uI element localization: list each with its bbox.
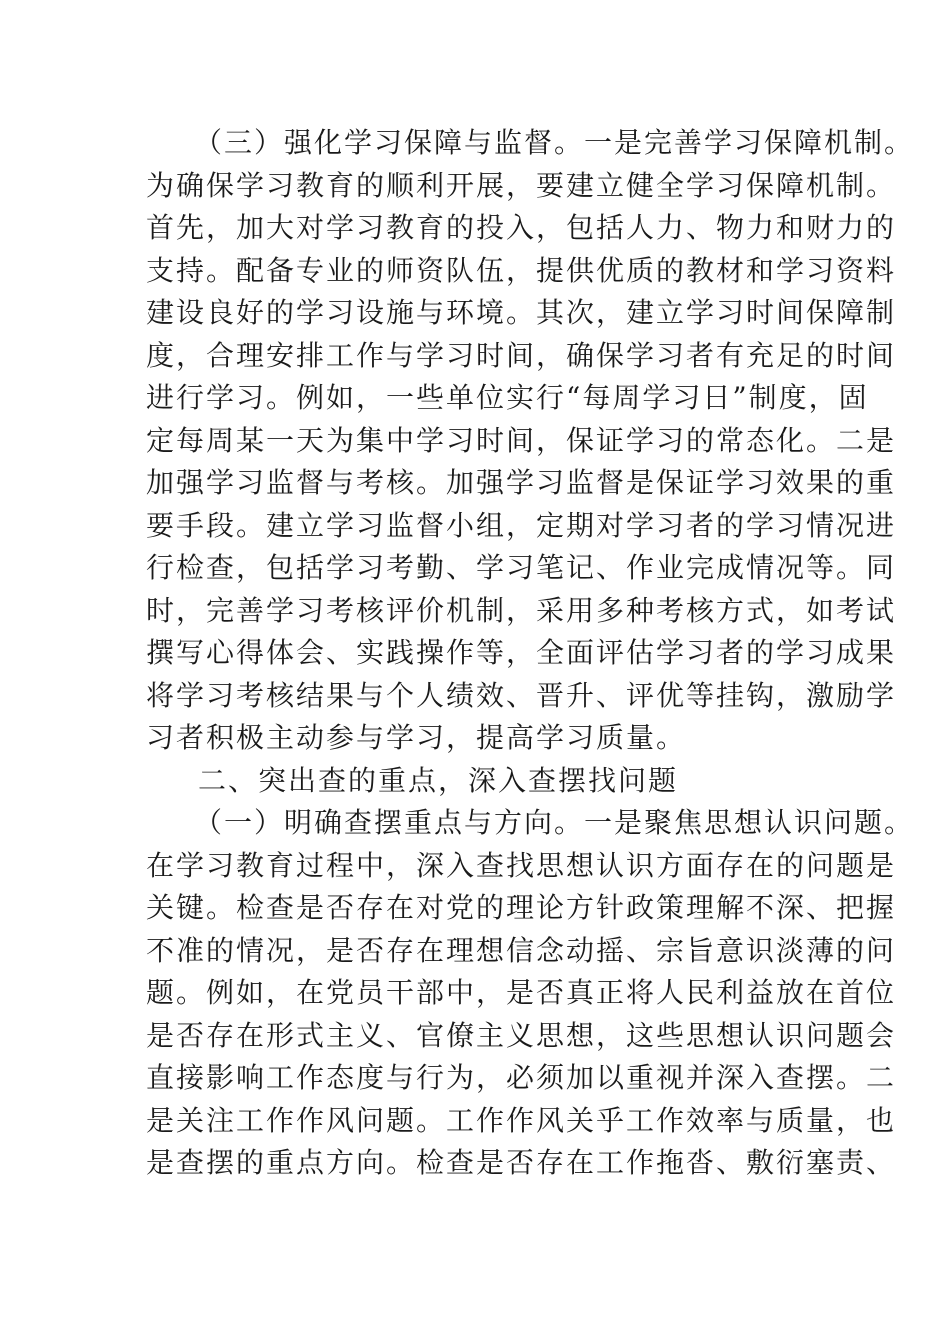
paragraph-4-line-5: 题。例如，在党员干部中，是否真正将人民利益放在首位 [146,976,897,1009]
paragraph-3-line-7: 进行学习。例如，一些单位实行“每周学习日”制度，固 [146,381,869,414]
paragraph-3-line-9: 加强学习监督与考核。加强学习监督是保证学习效果的重 [146,466,897,499]
paragraph-4-line-6: 是否存在形式主义、官僚主义思想，这些思想认识问题会 [146,1018,897,1052]
paragraph-4-line-2: 在学习教育过程中，深入查找思想认识方面存在的问题是 [146,848,897,882]
paragraph-4-line-7: 直接影响工作态度与行为，必须加以重视并深入查摆。二 [146,1061,897,1094]
paragraph-3-line-3: 首先，加大对学习教育的投入，包括人力、物力和财力的 [146,211,897,244]
paragraph-3-line-5: 建设良好的学习设施与环境。其次，建立学习时间保障制 [146,296,897,329]
paragraph-4-line-8: 是关注工作作风问题。工作作风关乎工作效率与质量，也 [146,1103,897,1137]
paragraph-4-line-9: 是查摆的重点方向。检查是否存在工作拖沓、敷衍塞责、 [146,1146,897,1179]
body-text [146,122,915,1185]
paragraph-3-line-2: 为确保学习教育的顺利开展，要建立健全学习保障机制。 [146,168,897,202]
paragraph-3-line-14: 将学习考核结果与个人绩效、晋升、评优等挂钩，激励学 [146,678,897,712]
paragraph-3-line-13: 撰写心得体会、实践操作等，全面评估学习者的学习成果 [146,636,897,669]
paragraph-3-line-11: 行检查，包括学习考勤、学习笔记、作业完成情况等。同 [146,551,897,584]
paragraph-3-line-10: 要手段。建立学习监督小组，定期对学习者的学习情况进 [146,508,897,542]
section-heading-2: 二、突出查的重点，深入查摆找问题 [198,763,679,797]
paragraph-3-line-1: （三）强化学习保障与监督。一是完善学习保障机制。 [194,126,915,159]
paragraph-3-line-8: 定每周某一天为集中学习时间，保证学习的常态化。二是 [146,423,897,457]
paragraph-3-line-4: 支持。配备专业的师资队伍，提供优质的教材和学习资料 [146,253,897,287]
paragraph-4-line-4: 不准的情况，是否存在理想信念动摇、宗旨意识淡薄的问 [146,933,897,967]
paragraph-4-line-3: 关键。检查是否存在对党的理论方针政策理解不深、把握 [146,891,897,924]
paragraph-4-line-1: （一）明确查摆重点与方向。一是聚焦思想认识问题。 [194,806,915,839]
paragraph-3-line-15: 习者积极主动参与学习，提高学习质量。 [146,721,687,754]
paragraph-3-line-12: 时，完善学习考核评价机制，采用多种考核方式，如考试 [146,593,897,627]
paragraph-3-line-6: 度，合理安排工作与学习时间，确保学习者有充足的时间 [146,338,897,372]
